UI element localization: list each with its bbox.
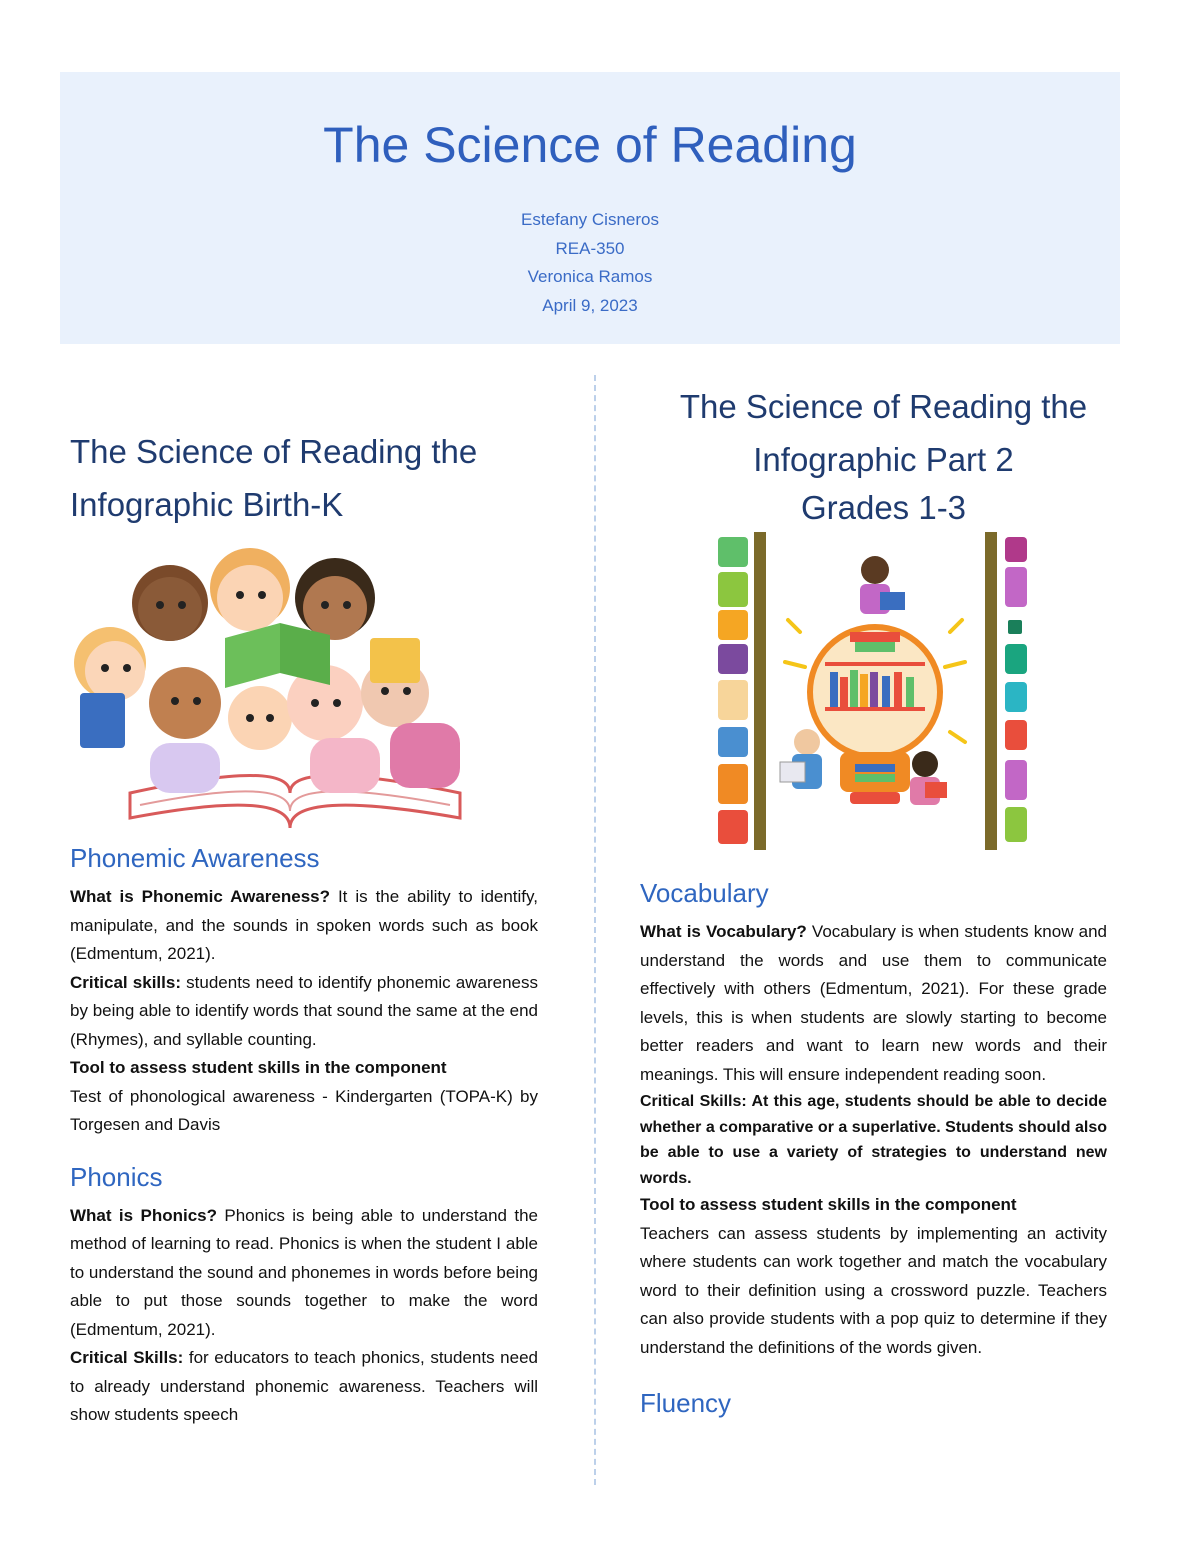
instructor-name: Veronica Ramos	[527, 267, 653, 286]
phonemic-awareness-heading: Phonemic Awareness	[70, 843, 320, 873]
vocabulary-critical-skills: Critical Skills: At this age, students should be able to decide whether a comparative or a superlative. Students should also be able to use a variety of strategies to understand new words.	[640, 1093, 1107, 1187]
phonemic-skills-text: students need to identify phonemic awareness by being able to identify words that sound the same at the end (Rhymes), and syllable counting.	[70, 972, 538, 1049]
course-code: REA-350	[555, 238, 625, 258]
left-title-line-1: The Science of Reading the	[70, 433, 478, 470]
vocabulary-tool-text: Teachers can assess students by implementing an activity where students can work together and match the vocabulary word to their definition using a crossword puzzle. Teachers can also provide students with a pop quiz to determine if they understand the definitions of the words given.	[640, 1223, 1107, 1357]
left-title-line-2: Infographic Birth-K	[70, 486, 344, 523]
right-section-title	[620, 380, 1147, 530]
phonemic-tool-label: Tool to assess student skills in the component	[70, 1058, 447, 1077]
phonics-skills-label: Critical Skills:	[70, 1348, 184, 1367]
right-title-line-1: The Science of Reading the	[679, 388, 1088, 425]
vocabulary-tool-label: Tool to assess student skills in the component	[640, 1195, 1017, 1214]
right-column	[640, 380, 1107, 1418]
phonics-heading: Phonics	[70, 1161, 163, 1192]
babies-illustration-svg	[70, 543, 510, 843]
vocabulary-question-text: Vocabulary is when students know and understand the words and use them to communicate effectively with others (Edmentum, 2021). For these grade levels, this is when students are slowly starting to become better readers and want to learn new words and their meanings. This will ensure independent reading soon.	[640, 922, 1107, 1084]
right-title-line-2: Infographic Part 2	[753, 441, 1014, 478]
document-date: April 9, 2023	[542, 295, 638, 315]
phonemic-tool-text: Test of phonological awareness - Kindergarten (TOPA-K) by Torgesen and Davis	[70, 1086, 538, 1134]
fluency-heading: Fluency	[640, 1388, 732, 1418]
left-section-title	[70, 425, 538, 531]
phonics-question-text: Phonics is being able to understand the method of learning to read. Phonics is when the student I able to understand the sound and phonemes in words before being able to put those sounds together to make the word (Edmentum, 2021).	[70, 1205, 538, 1339]
vocabulary-tool	[640, 1191, 1107, 1362]
phonemic-critical-skills	[70, 969, 538, 1055]
phonics-definition	[70, 1202, 538, 1345]
babies-reading-illustration	[70, 543, 538, 843]
lightbulb-illustration-svg	[710, 532, 1110, 850]
phonics-critical-skills	[70, 1344, 538, 1430]
lightbulb-bookshelf-illustration	[640, 532, 1107, 852]
phonemic-definition	[70, 883, 538, 969]
phonics-skills-text: for educators to teach phonics, students need to already understand phonemic awareness. Teachers will show students speech	[70, 1348, 538, 1424]
author-name: Estefany Cisneros	[521, 210, 659, 229]
right-title-line-3: Grades 1-3	[800, 489, 967, 526]
document-title: The Science of Reading	[323, 117, 857, 173]
phonemic-question-text: It is the ability to identify, manipulate, and the sounds in spoken words such as book (Edmentum, 2021).	[70, 887, 538, 963]
left-column	[70, 425, 538, 1430]
phonemic-question-label: What is Phonemic Awareness?	[70, 887, 331, 906]
phonemic-tool	[70, 1054, 538, 1140]
vocabulary-definition	[640, 918, 1107, 1089]
column-divider	[594, 375, 596, 1485]
phonics-question-label: What is Phonics?	[70, 1205, 217, 1225]
header-banner	[60, 72, 1120, 344]
vocabulary-question-label: What is Vocabulary?	[640, 922, 807, 941]
vocabulary-heading: Vocabulary	[640, 878, 769, 908]
header-meta	[60, 206, 1120, 320]
phonemic-skills-label: Critical skills:	[70, 972, 181, 992]
